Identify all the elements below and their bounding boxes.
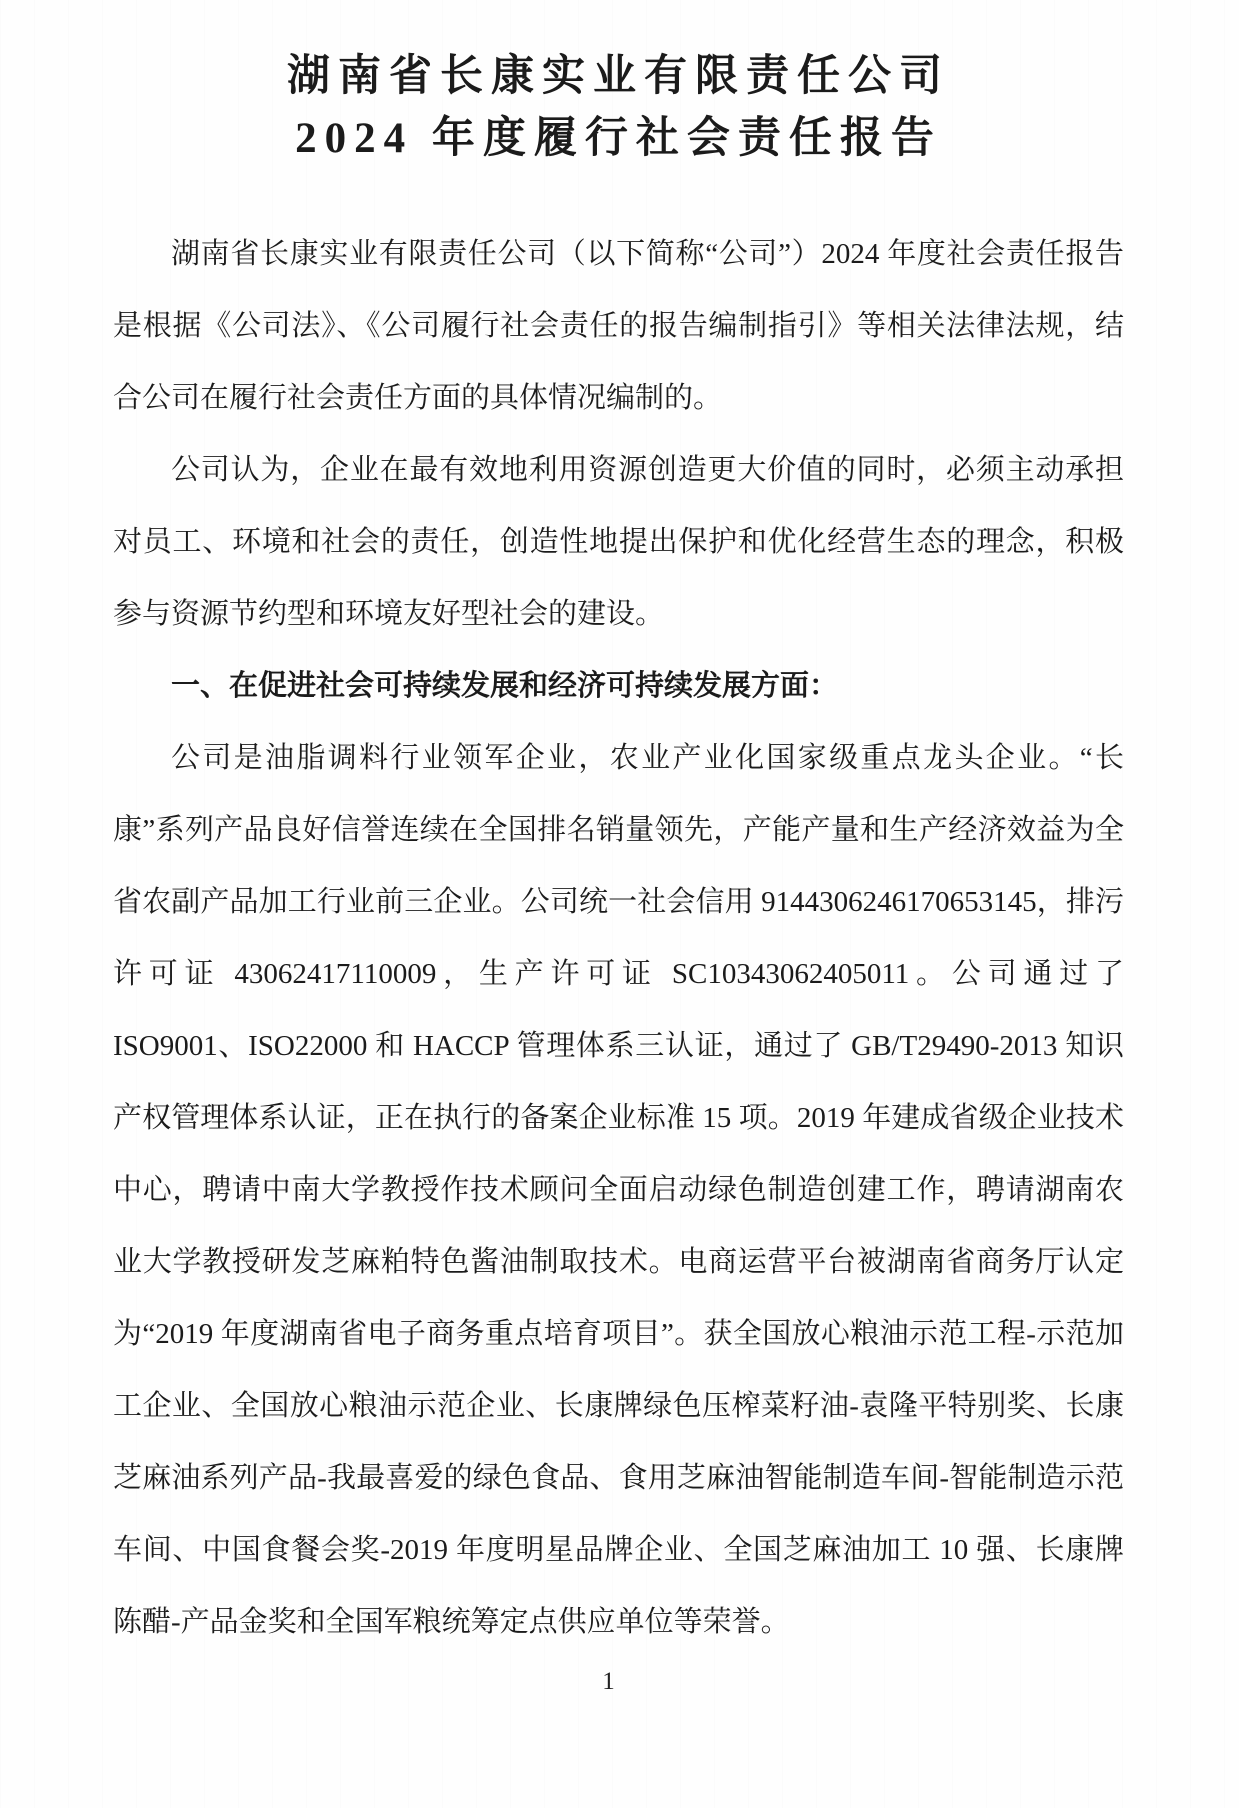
- page-number: 1: [602, 1668, 615, 1695]
- section-1-paragraph: 公司是油脂调料行业领军企业，农业产业化国家级重点龙头企业。“长康”系列产品良好信誉连续在全国排名销量领先，产能产量和生产经济效益为全省农副产品加工行业前三企业。公司统一社会信用 9144306246170653145，排污许可证 43062417110009，生产许可证 SC10343062405011。公司通过了 ISO9001、ISO22000 和 HACCP 管理体系三认证，通过了 GB/T29490-2013 知识产权管理体系认证，正在执行的备案企业标准 15 项。2019 年建成省级企业技术中心，聘请中南大学教授作技术顾问全面启动绿色制造创建工作，聘请湖南农业大学教授研发芝麻粕特色酱油制取技术。电商运营平台被湖南省商务厅认定为“2019 年度湖南省电子商务重点培育项目”。获全国放心粮油示范工程-示范加工企业、全国放心粮油示范企业、长康牌绿色压榨菜籽油-袁隆平特别奖、长康芝麻油系列产品-我最喜爱的绿色食品、食用芝麻油智能制造车间-智能制造示范车间、中国食餐会奖-2019 年度明星品牌企业、全国芝麻油加工 10 强、长康牌陈醋-产品金奖和全国军粮统筹定点供应单位等荣誉。: [113, 742, 1124, 1638]
- intro-paragraph: 湖南省长康实业有限责任公司（以下简称“公司”）2024 年度社会责任报告是根据《公司法》、《公司履行社会责任的报告编制指引》等相关法律法规，结合公司在履行社会责任方面的具体情况编制的。: [113, 238, 1124, 414]
- document-body: [113, 218, 1124, 1658]
- document-title: [113, 46, 1124, 170]
- title-line-2: 2024 年度履行社会责任报告: [295, 115, 942, 162]
- section-1-heading: 一、在促进社会可持续发展和经济可持续发展方面：: [171, 670, 839, 702]
- philosophy-paragraph: 公司认为，企业在最有效地利用资源创造更大价值的同时，必须主动承担对员工、环境和社会的责任，创造性地提出保护和优化经营生态的理念，积极参与资源节约型和环境友好型社会的建设。: [113, 454, 1124, 630]
- title-line-1: 湖南省长康实业有限责任公司: [287, 53, 950, 100]
